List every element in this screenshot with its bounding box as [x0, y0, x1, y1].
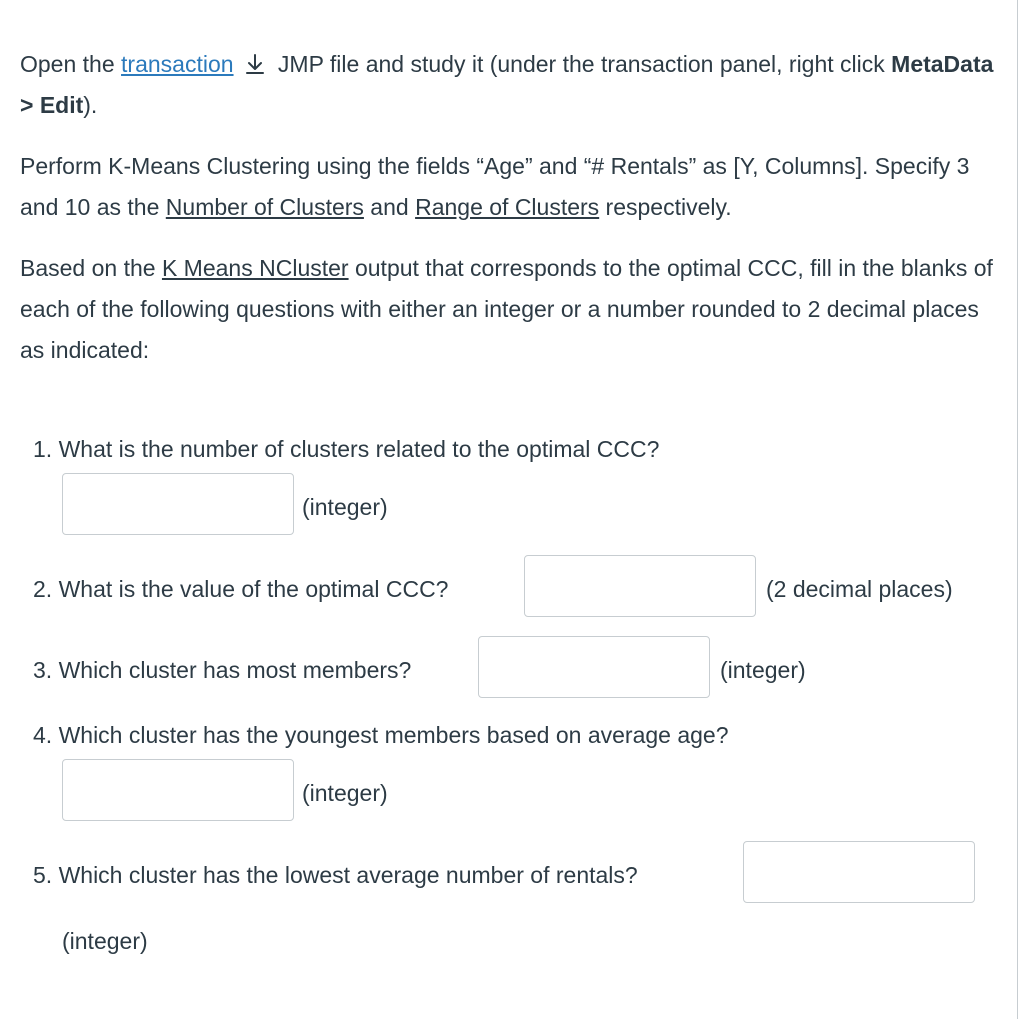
range-of-clusters-label: Range of Clusters: [415, 194, 600, 220]
output-paragraph: [20, 248, 995, 371]
question-5-hint: (integer): [62, 928, 148, 954]
download-icon[interactable]: [244, 53, 266, 75]
transaction-file-link[interactable]: transaction: [121, 51, 234, 77]
intro-paragraph: [20, 44, 995, 126]
question-2-text: 2. What is the value of the optimal CCC?: [33, 576, 449, 602]
intro-text-start: Open the: [20, 51, 122, 77]
page-right-border: [1017, 0, 1018, 1019]
question-2-hint: (2 decimal places): [766, 576, 953, 602]
question-1-hint: (integer): [302, 494, 388, 520]
question-1-answer-input[interactable]: [62, 473, 294, 535]
instructions-and: and: [363, 194, 416, 220]
intro-text-middle: JMP file and study it (under the transaction panel, right click: [271, 51, 892, 77]
question-3-hint: (integer): [720, 657, 806, 683]
number-of-clusters-label: Number of Clusters: [165, 194, 364, 220]
question-4-hint: (integer): [302, 780, 388, 806]
question-4-text: 4. Which cluster has the youngest members based on average age?: [33, 722, 729, 748]
question-3-text: 3. Which cluster has most members?: [33, 657, 412, 683]
question-4-answer-input[interactable]: [62, 759, 294, 821]
metadata-edit-label: MetaData > Edit: [20, 51, 994, 118]
k-means-ncluster-label: K Means NCluster: [161, 255, 349, 281]
intro-text-end: ).: [83, 92, 98, 118]
question-2-answer-input[interactable]: [524, 555, 756, 617]
question-5-answer-input[interactable]: [743, 841, 975, 903]
instructions-paragraph: [20, 146, 995, 228]
question-3-answer-input[interactable]: [478, 636, 710, 698]
question-1-text: 1. What is the number of clusters related to the optimal CCC?: [33, 436, 660, 462]
output-text-start: Based on the: [20, 255, 162, 281]
question-5-text: 5. Which cluster has the lowest average number of rentals?: [33, 862, 638, 888]
instructions-text-end: respectively.: [599, 194, 732, 220]
output-text-end: output that corresponds to the optimal CCC, fill in the blanks of each of the following questions with either an integer or a number rounded to 2 decimal places as indicated:: [20, 255, 993, 363]
question-content: [20, 44, 995, 391]
instructions-text-start: Perform K-Means Clustering using the fields “Age” and “# Rentals” as [Y, Columns]. Specify 3 and 10 as the: [20, 153, 970, 220]
